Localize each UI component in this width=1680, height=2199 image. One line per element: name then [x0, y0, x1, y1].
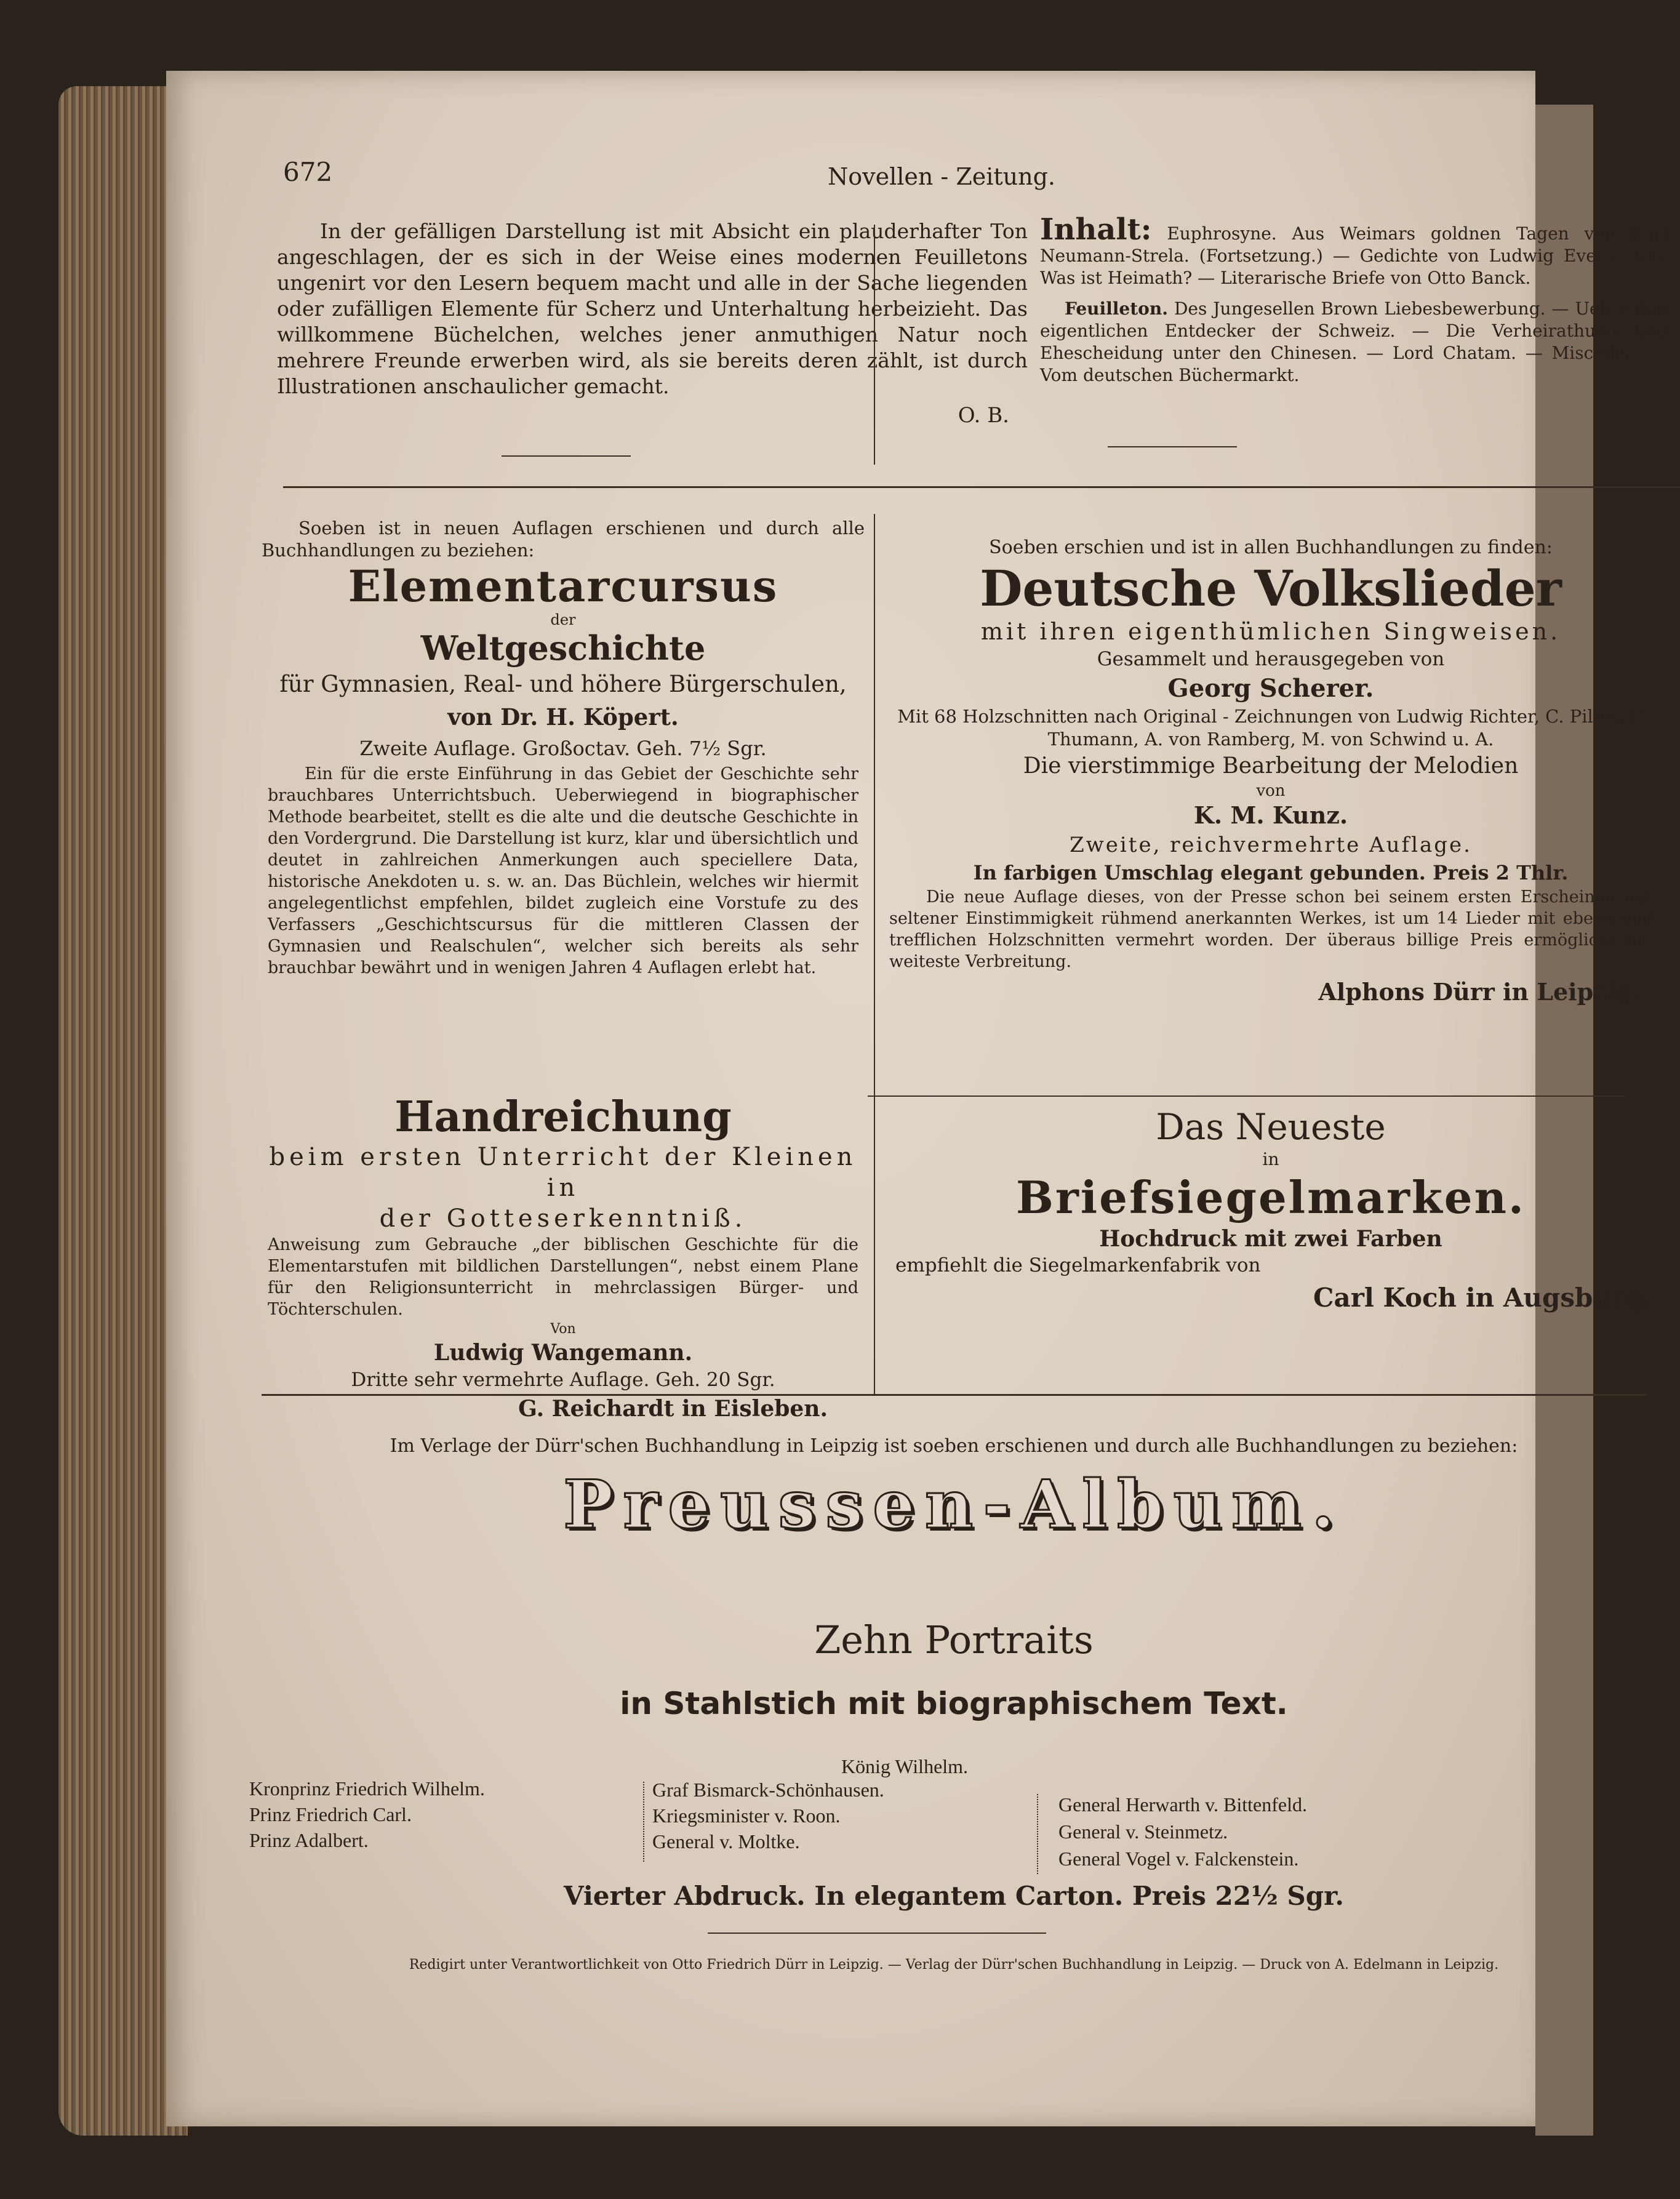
ad-publisher: G. Reichardt in Eisleben. [518, 1396, 828, 1422]
ad-edition: Dritte sehr vermehrte Auflage. Geh. 20 Sgr. [351, 1369, 775, 1391]
ad-line1: beim ersten Unterricht der Kleinen in [269, 1143, 857, 1202]
ad-title: Handreichung [394, 1092, 732, 1142]
ad-volkslieder [883, 535, 1658, 1012]
ad-editor: Georg Scherer. [1167, 674, 1374, 703]
ad-der: der [550, 611, 576, 628]
ad-body: Ein für die erste Einführung in das Gebiet der Geschichte sehr brauchbares Unterrichtsbuch. Ueberwiegend in biographischer Methode bearbeitet, stellt es die alte und die deutsche Geschichte in den Vordergrund. Die Darstellung ist kurz, klar und übersichtlich und deutet in zahlreichen Anmerkungen auch speciellere Data, historische Anekdoten u. s. w. an. Das Büchlein, welches wir hiermit angelegentlichst empfehlen, bildet zugleich eine Vorstufe zu des Verfassers „Geschichtscursus für die mittleren Classen der Gymnasien und Realschulen“, welcher sich bereits als sehr brauchbar bewährt und in wenigen Jahren 4 Auflagen erlebt hat. [268, 764, 858, 977]
ad-line1: Das Neueste [1156, 1106, 1386, 1148]
ad-von: Von [550, 1321, 576, 1337]
ad-intro: Im Verlage der Dürr'schen Buchhandlung in Leipzig ist soeben erschienen und durch alle Buchhandlungen zu beziehen: [390, 1435, 1518, 1457]
journal-title: Novellen - Zeitung. [827, 163, 1056, 190]
section-rule [283, 486, 1680, 488]
ad-publisher: Alphons Dürr in Leipzig. [1318, 978, 1640, 1006]
portrait-col1 [249, 1776, 618, 1853]
page-number: 672 [283, 157, 333, 187]
ad-woodcuts: Mit 68 Holzschnitten nach Original - Zeichnungen von Ludwig Richter, C. Piloty, P. Thumann, A. von Ramberg, M. von Schwind u. A. [897, 706, 1644, 750]
ad-subtitle: mit ihren eigenthümlichen Singweisen. [980, 618, 1561, 645]
ad-title: Elementarcursus [348, 561, 778, 612]
ad-title: Preussen-Album. [563, 1466, 1345, 1544]
portrait-name: Prinz Adalbert. [249, 1829, 369, 1851]
ad-arrangement: Die vierstimmige Bearbeitung der Melodien [1023, 753, 1519, 779]
portrait-name: General v. Moltke. [652, 1830, 800, 1853]
ad-edition: Zweite, reichvermehrte Auflage. [1070, 833, 1472, 857]
ad-author: von Dr. H. Köpert. [447, 703, 679, 731]
ad-body: Die neue Auflage dieses, von der Presse schon bei seinem ersten Erscheinen mit seltener Einstimmigkeit rühmend anerkannten Werkes, ist um 14 Lieder mit ebensoviel trefflichen Holzschnitten vermehrt worden. Der überaus billige Preis ermöglicht die weiteste Verbreitung. [889, 887, 1652, 971]
ad-tagline: in Stahlstich mit biographischem Text. [620, 1686, 1288, 1721]
portrait-name: Kriegsminister v. Roon. [652, 1804, 841, 1827]
ad-collected: Gesammelt und herausgegeben von [1097, 648, 1445, 670]
portrait-name: General Herwarth v. Bittenfeld. [1058, 1793, 1307, 1816]
portrait-king: König Wilhelm. [841, 1755, 969, 1777]
ad-handreichung [262, 1092, 865, 1425]
portrait-name: General v. Steinmetz. [1058, 1820, 1228, 1843]
ad-sub: Hochdruck mit zwei Farben [1099, 1226, 1442, 1252]
divider [1108, 446, 1237, 447]
column-rule [643, 1782, 644, 1862]
newspaper-page [166, 71, 1668, 2126]
ad-von: von [1256, 782, 1286, 800]
portrait-name: Kronprinz Friedrich Wilhelm. [249, 1777, 485, 1800]
ad-weltgeschichte [262, 517, 865, 979]
ad-subtitle: Weltgeschichte [420, 628, 706, 668]
ad-body: Anweisung zum Gebrauche „der biblischen Geschichte für die Elementarstufen mit bildlichen Darstellungen“, nebst einem Plane für den Religionsunterricht in mehrclassigen Bürger- und Töchterschulen. [268, 1235, 858, 1319]
ad-briefsiegel [883, 1105, 1658, 1318]
ad-intro: Soeben ist in neuen Auflagen erschienen und durch alle Buchhandlungen zu beziehen: [262, 518, 865, 561]
portrait-col3 [1058, 1791, 1440, 1872]
review-text: In der gefälligen Darstellung ist mit Absicht ein plauderhafter Ton angeschlagen, der es sich in der Weise eines modernen Feuilletons ungenirt vor den Lesern bequem macht und alle in der Sache liegenden oder zufälligen Elemente für Scherz und Unterhaltung herbeizieht. Das willkommene Büchelchen, welches jener anmuthigen Natur noch mehrere Freunde erwerben wird, als sie bereits deren zählt, ist durch Illustrationen anschaulicher gemacht. [277, 219, 1028, 398]
column-rule-middle [874, 514, 875, 1394]
portrait-name: General Vogel v. Falckenstein. [1058, 1848, 1299, 1870]
ad-title: Briefsiegelmarken. [1016, 1171, 1526, 1224]
portrait-name: Graf Bismarck-Schönhausen. [652, 1779, 884, 1801]
column-rule [1037, 1794, 1038, 1874]
ad-intro: Soeben erschien und ist in allen Buchhandlungen zu finden: [989, 537, 1553, 558]
portrait-name: Prinz Friedrich Carl. [249, 1803, 412, 1825]
ad-company: Carl Koch in Augsburg. [1313, 1283, 1652, 1313]
column-rule-top [874, 225, 875, 465]
ad-composer: K. M. Kunz. [1193, 801, 1348, 829]
contents-main: Euphrosyne. Aus Weimars goldnen Tagen von Karl Neumann-Strela. (Fortsetzung.) — Gedichte von Ludwig Evers. Ade. Was ist Heimath? — Literarische Briefe von Otto Banck. [1040, 223, 1668, 288]
feuilleton-label: Feuilleton. [1065, 298, 1168, 319]
feuilleton-text: Des Jungesellen Brown Liebesbewerbung. — Ueber den eigentlichen Entdecker der Schweiz. — Die Verheirathung und Ehescheidung unter den Chinesen. — Lord Chatam. — Miscellen. — Vom deutschen Büchermarkt. [1040, 298, 1668, 385]
contents-label: Inhalt: [1040, 212, 1152, 247]
divider [502, 455, 631, 457]
ad-preussen [258, 1434, 1649, 1551]
column-rule-right [868, 1095, 1625, 1097]
ad-title: Deutsche Volkslieder [980, 559, 1562, 617]
section-rule [262, 1394, 1646, 1396]
portrait-col2 [652, 1777, 1022, 1854]
ad-recommend: empfiehlt die Siegelmarkenfabrik von [895, 1254, 1261, 1276]
ad-edition: Zweite Auflage. Großoctav. Geh. 7½ Sgr. [359, 737, 767, 760]
ad-for: für Gymnasien, Real- und höhere Bürgerschulen, [279, 671, 847, 697]
ad-subtitle: Zehn Portraits [814, 1617, 1094, 1662]
footer-imprint: Redigirt unter Verantwortlichkeit von Otto Friedrich Dürr in Leipzig. — Verlag der Dürr'schen Buchhandlung in Leipzig. — Druck von A. Edelmann in Leipzig. [409, 1957, 1499, 1973]
ad-author: Ludwig Wangemann. [433, 1340, 693, 1366]
ad-in: in [1262, 1149, 1279, 1169]
divider [708, 1933, 1046, 1934]
ad-binding: In farbigen Umschlag elegant gebunden. Preis 2 Thlr. [973, 861, 1569, 884]
ad-price: Vierter Abdruck. In elegantem Carton. Preis 22½ Sgr. [563, 1881, 1345, 1911]
ad-line2: der Gotteserkenntniß. [379, 1204, 747, 1233]
contents-box [1040, 212, 1668, 387]
review-signature: O. B. [958, 403, 1009, 428]
